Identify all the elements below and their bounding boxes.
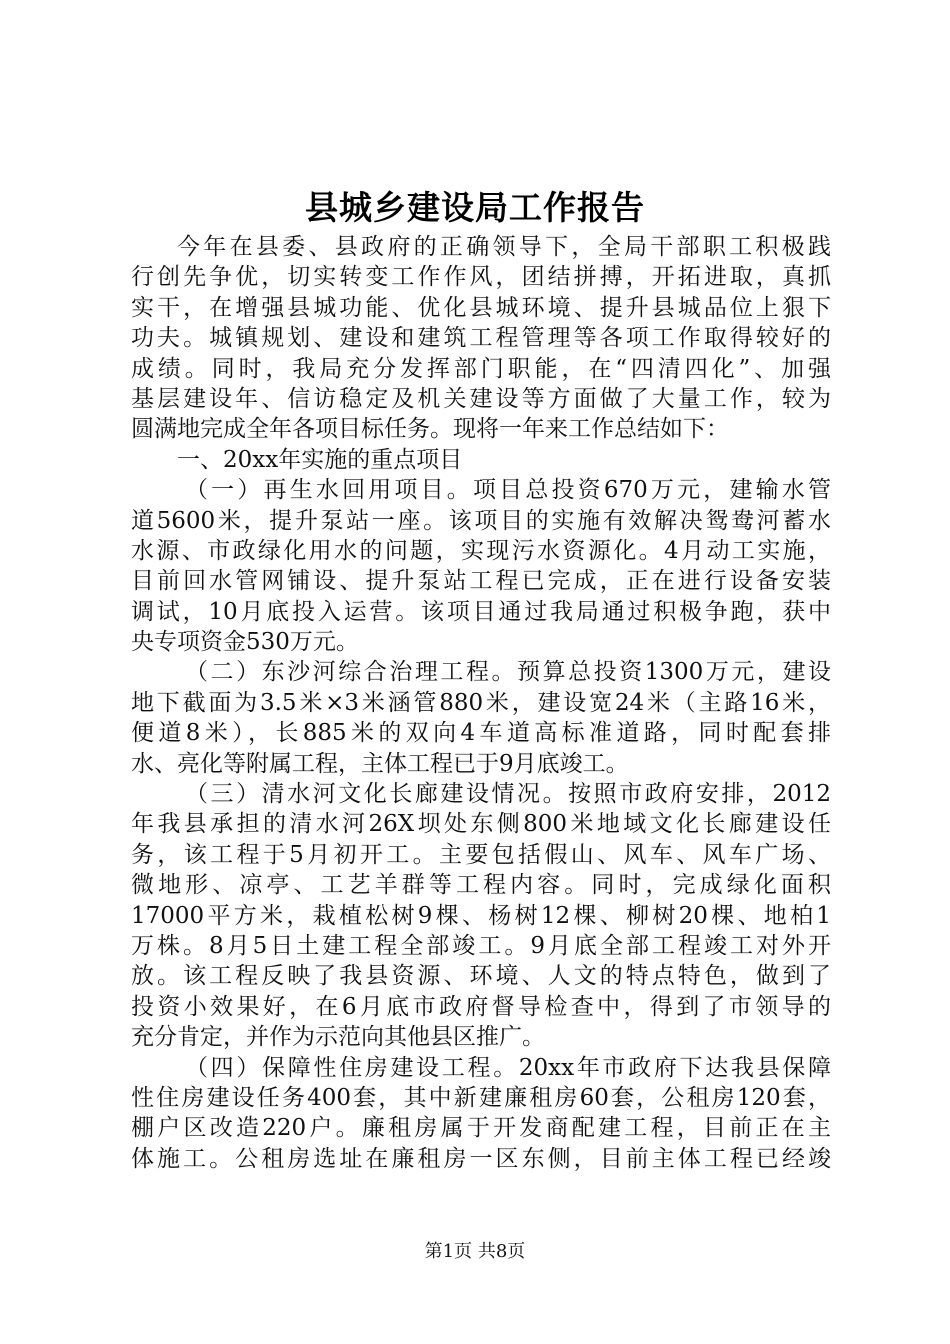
text-line: 实干，在增强县城功能、优化县城环境、提升县城品位上狠下	[131, 294, 831, 321]
text-line: 圆满地完成全年各项目标任务。现将一年来工作总结如下：	[131, 416, 729, 443]
paragraph	[131, 232, 831, 445]
paragraph	[131, 475, 831, 657]
text-line: 今年在县委、县政府的正确领导下，全局干部职工积极践	[177, 234, 831, 260]
section-heading	[131, 445, 831, 475]
text-line: 17000平方米，栽植松树9棵、杨树12棵、柳树20棵、地柏1	[131, 902, 831, 929]
text-line: 便道8米），长885米的双向4车道高标准道路，同时配套排	[131, 720, 831, 747]
text-line: 微地形、凉亭、工艺羊群等工程内容。同时，完成绿化面积	[131, 872, 831, 899]
text-line: 年我县承担的清水河26X坝处东侧800米地域文化长廊建设任	[131, 811, 831, 838]
text-line: 务，该工程于5月初开工。主要包括假山、风车、风车广场、	[131, 841, 831, 868]
text-line: 调试，10月底投入运营。该项目通过我局通过积极争跑，获中	[131, 598, 831, 625]
text-line: 充分肯定，并作为示范向其他县区推广。	[131, 1024, 545, 1051]
text-line: 道5600米，提升泵站一座。该项目的实施有效解决鸳鸯河蓄水	[131, 507, 831, 534]
text-line: 央专项资金530万元。	[131, 629, 359, 656]
document-body	[131, 232, 831, 1174]
text-line: 成绩。同时，我局充分发挥部门职能，在“四清四化”、加强	[131, 355, 831, 382]
text-line: （三）清水河文化长廊建设情况。按照市政府安排，2012	[185, 781, 831, 808]
text-line: 水、亮化等附属工程，主体工程已于9月底竣工。	[131, 750, 629, 777]
text-line: （四）保障性住房建设工程。20xx年市政府下达我县保障	[185, 1054, 831, 1081]
text-line: 基层建设年、信访稳定及机关建设等方面做了大量工作，较为	[131, 385, 831, 412]
text-line: 棚户区改造220户。廉租房属于开发商配建工程，目前正在主	[131, 1115, 831, 1142]
document-title: 县城乡建设局工作报告	[305, 188, 645, 227]
text-line: 地下截面为3.5米×3米涵管880米，建设宽24米（主路16米，	[131, 689, 831, 716]
text-line: 目前回水管网铺设、提升泵站工程已完成，正在进行设备安装	[131, 568, 831, 595]
paragraph	[131, 779, 831, 1053]
text-line: 一、20xx年实施的重点项目	[177, 446, 463, 473]
text-line: 投资小效果好，在6月底市政府督导检查中，得到了市领导的	[131, 993, 831, 1020]
paragraph	[131, 657, 831, 779]
text-line: 放。该工程反映了我县资源、环境、人文的特点特色，做到了	[131, 963, 831, 990]
text-line: 性住房建设任务400套，其中新建廉租房60套，公租房120套，	[131, 1084, 831, 1111]
text-line: 万株。8月5日土建工程全部竣工。9月底全部工程竣工对外开	[131, 932, 831, 959]
text-line: 功夫。城镇规划、建设和建筑工程管理等各项工作取得较好的	[131, 325, 831, 352]
page-number-footer: 第1页 共8页	[424, 1241, 526, 1262]
text-line: （一）再生水回用项目。项目总投资670万元，建输水管	[185, 477, 831, 504]
text-line: 体施工。公租房选址在廉租房一区东侧，目前主体工程已经竣	[131, 1145, 831, 1172]
text-line: 水源、市政绿化用水的问题，实现污水资源化。4月动工实施，	[131, 537, 831, 564]
text-line: 行创先争优，切实转变工作作风，团结拼搏，开拓进取，真抓	[131, 264, 831, 291]
paragraph	[131, 1053, 831, 1175]
text-line: （二）东沙河综合治理工程。预算总投资1300万元，建设	[185, 659, 831, 686]
